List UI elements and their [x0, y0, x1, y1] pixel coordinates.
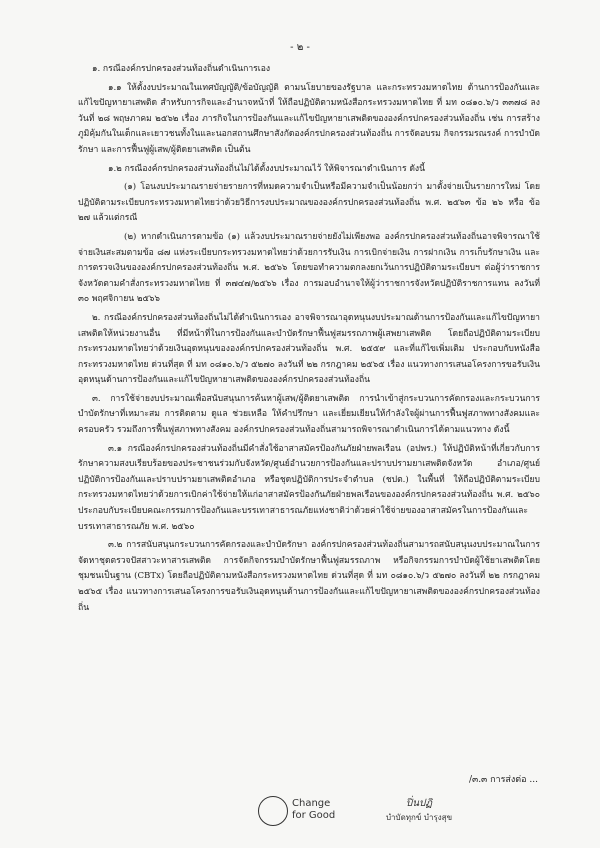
paragraph: ๓.๑ กรณีองค์กรปกครองส่วนท้องถิ่นมีคำสั่งใช้อาสาสมัครป้องกันภัยฝ่ายพลเรือน (อปพร.) ให้ปฏิบัติหน้าที่เกี่ยวกับการรักษาความสงบเรียบร้อยของประชาชนร่วมกับจังหวัด/ศูนย์อำนวยการป้องกันและปราบปรามยาเสพติดจังหวัด อำเภอ/ศูนย์ปฏิบัติการป้องกันและปราบปรามยาเสพติดอำเภอ หรือชุดปฏิบัติการประจำตำบล (ชปต.) ในพื้นที่ ให้ถือปฏิบัติตามระเบียบกระทรวงมหาดไทยว่าด้วยการเบิกค่าใช้จ่ายให้แก่อาสาสมัครป้องกันภัยฝ่ายพลเรือนขององค์กรปกครองส่วนท้องถิ่น พ.ศ. ๒๕๖๐ ประกอบกับระเบียบคณะกรรมการป้องกันและบรรเทาสาธารณภัยแห่งชาติว่าด้วยค่าใช้จ่ายของอาสาสมัครในการป้องกันและบรรเทาสาธารณภัย พ.ศ. ๒๕๖๐: [78, 443, 540, 532]
paragraph: ๓.๒ การสนับสนุนกระบวนการคัดกรองและบำบัดรักษา องค์กรปกครองส่วนท้องถิ่นสามารถสนับสนุนงบประมาณในการจัดหาชุดตรวจปัสสาวะหาสารเสพติด การจัดกิจกรรมบำบัดรักษาฟื้นฟูสมรรถภาพ หรือกิจกรรมการบำบัดผู้ใช้ยาเสพติดโดยชุมชนเป็นฐาน (CBTx) โดยถือปฏิบัติตามหนังสือกระทรวงมหาดไทย ด่วนที่สุด ที่ มท ๐๘๑๐.๖/ว ๕๒๗๐ ลงวันที่ ๒๒ กรกฎาคม ๒๕๖๕ เรื่อง แนวทางการเสนอโครงการขอรับเงินอุดหนุนด้านการป้องกันและแก้ไขปัญหายาเสพติดขององค์กรปกครองส่วนท้องถิ่น: [78, 540, 540, 613]
page-number: - ๒ -: [290, 42, 310, 53]
logo-circle-icon: [258, 796, 288, 826]
change-for-good-logo: [258, 796, 348, 826]
paragraph: ๒. กรณีองค์กรปกครองส่วนท้องถิ่นไม่ได้ดำเนินการเอง อาจพิจารณาอุดหนุนงบประมาณด้านการป้องกันและแก้ไขปัญหายาเสพติดให้หน่วยงานอื่น ที่มีหน้าที่ในการป้องกันและบำบัดรักษาฟื้นฟูสมรรถภาพผู้เสพยาเสพติด โดยถือปฏิบัติตามระเบียบกระทรวงมหาดไทยว่าด้วยเงินอุดหนุนขององค์กรปกครองส่วนท้องถิ่น พ.ศ. ๒๕๕๙ และที่แก้ไขเพิ่มเติม ประกอบกับหนังสือกระทรวงมหาดไทย ด่วนที่สุด ที่ มท ๐๘๑๐.๖/ว ๕๒๗๐ ลงวันที่ ๒๒ กรกฎาคม ๒๕๖๕ เรื่อง แนวทางการเสนอโครงการขอรับเงินอุดหนุนด้านการป้องกันและแก้ไขปัญหายาเสพติดขององค์กรปกครองส่วนท้องถิ่น: [78, 312, 540, 386]
slogan-script: ปิ่นปฏิ: [405, 798, 433, 809]
paragraph: (๑) โอนงบประมาณรายจ่ายรายการที่หมดความจำเป็นหรือมีความจำเป็นน้อยกว่า มาตั้งจ่ายเป็นรายการใหม่ โดยปฏิบัติตามระเบียบกระทรวงมหาดไทยว่าด้วยวิธีการงบประมาณขององค์กรปกครองส่วนท้องถิ่น พ.ศ. ๒๕๖๓ ข้อ ๒๖ หรือ ข้อ ๒๗ แล้วแต่กรณี: [78, 182, 540, 224]
paragraph: ๑.๒ กรณีองค์กรปกครองส่วนท้องถิ่นไม่ได้ตั้งงบประมาณไว้ ให้พิจารณาดำเนินการ ดังนี้: [108, 163, 425, 174]
paragraph: (๒) หากดำเนินการตามข้อ (๑) แล้วงบประมาณรายจ่ายยังไม่เพียงพอ องค์กรปกครองส่วนท้องถิ่นอาจพิจารณาใช้จ่ายเงินสะสมตามข้อ ๘๗ แห่งระเบียบกระทรวงมหาดไทยว่าด้วยการรับเงิน การเบิกจ่ายเงิน การฝากเงิน การเก็บรักษาเงิน และการตรวจเงินขององค์กรปกครองส่วนท้องถิ่น พ.ศ. ๒๕๖๖ โดยขอทำความตกลงยกเว้นการปฏิบัติตามระเบียบฯ ต่อผู้ว่าราชการจังหวัดตามคำสั่งกระทรวงมหาดไทย ที่ ๓๗๔๗/๒๕๖๖ เรื่อง การมอบอำนาจให้ผู้ว่าราชการจังหวัดปฏิบัติราชการแทน ลงวันที่ ๓๐ พฤศจิกายน ๒๕๖๖: [78, 231, 540, 305]
paragraph: ๑.๑ ให้ตั้งงบประมาณในเทศบัญญัติ/ข้อบัญญัติ ตามนโยบายของรัฐบาล และกระทรวงมหาดไทย ด้านการป้องกันและแก้ไขปัญหายาเสพติด สำหรับการกิจและอำนาจหน้าที่ ให้ถือปฏิบัติตามหนังสือกระทรวงมหาดไทย ที่ มท ๐๘๑๐.๖/ว ๓๓๗๘ ลงวันที่ ๒๘ พฤษภาคม ๒๕๖๒ เรื่อง ภารกิจในการป้องกันและแก้ไขปัญหายาเสพติดขององค์กรปกครองส่วนท้องถิ่น เช่น การสร้างภูมิคุ้มกันในเด็กและเยาวชนทั้งในและนอกสถานศึกษาสังกัดองค์กรปกครองส่วนท้องถิ่น การจัดอบรม กิจกรรมรณรงค์ การบำบัดรักษา และการฟื้นฟูผู้เสพ/ผู้ติดยาเสพติด เป็นต้น: [78, 82, 540, 155]
paragraph: ๑. กรณีองค์กรปกครองส่วนท้องถิ่นดำเนินการเอง: [92, 64, 271, 74]
document-body: [78, 62, 540, 619]
logo-line-1: Change: [292, 798, 331, 809]
logo-text: [292, 798, 335, 822]
paragraph: ๓. การใช้จ่ายงบประมาณเพื่อสนับสนุนการค้นหาผู้เสพ/ผู้ติดยาเสพติด การนำเข้าสู่กระบวนการคัดกรองและกระบวนการบำบัดรักษาที่เหมาะสม การติดตาม ดูแล ช่วยเหลือ ให้คำปรึกษา และเยี่ยมเยียนให้กำลังใจผู้ผ่านการฟื้นฟูสภาพทางสังคมและครอบครัว รวมถึงการฟื้นฟูสภาพทางสังคม องค์กรปกครองส่วนท้องถิ่นสามารถพิจารณาดำเนินการได้ตามแนวทาง ดังนี้: [78, 393, 540, 436]
logo-line-2: for Good: [292, 810, 336, 821]
slogan-caption: บำบัดทุกข์ บำรุงสุข: [385, 813, 453, 822]
footer-slogan: [374, 796, 464, 826]
continuation-note: /๓.๓ การส่งต่อ ...: [469, 775, 538, 785]
